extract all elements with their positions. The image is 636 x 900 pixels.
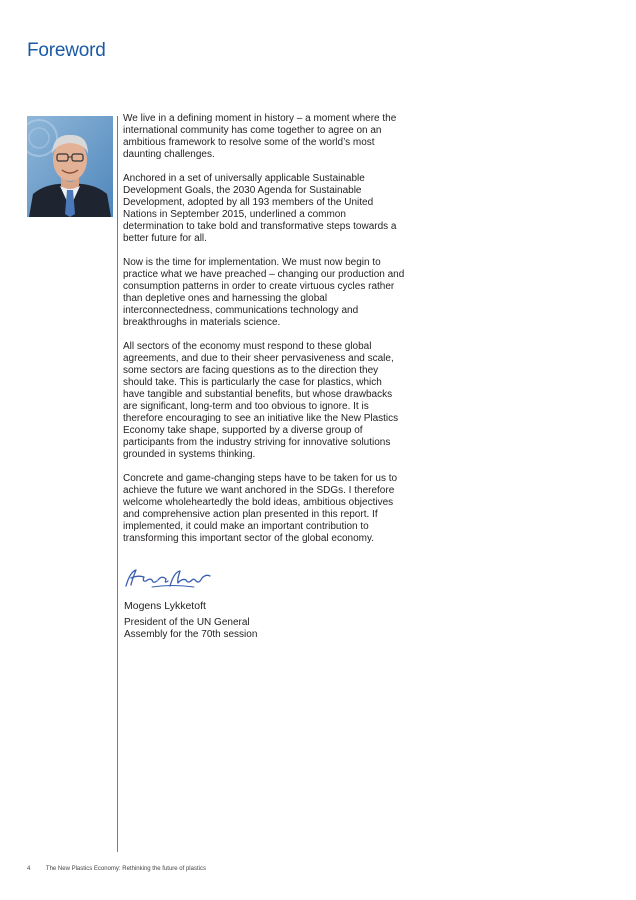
paragraph: Now is the time for implementation. We must now begin to practice what we have preached – changing our production and consumption patterns in order to create virtuous cycles rather than depletive ones and harnessing the global interconnectedness, communications technology and breakthroughs in materials science.: [123, 257, 405, 328]
page-title: Foreword: [27, 40, 106, 61]
signatory-name: Mogens Lykketoft: [124, 600, 206, 612]
author-portrait: [27, 116, 113, 217]
vertical-divider: [117, 116, 118, 852]
paragraph: Concrete and game-changing steps have to be taken for us to achieve the future we want anchored in the SDGs. I therefore welcome wholeheartedly the bold ideas, ambitious objectives and comprehensive action plan presented in this report. If implemented, it could make an important contribution to transforming this important sector of the global economy.: [123, 473, 398, 544]
publication-title: The New Plastics Economy: Rethinking the future of plastics: [45, 866, 206, 872]
portrait-image: [27, 116, 113, 217]
foreword-body: [123, 113, 405, 557]
signatory-role: President of the UN General Assembly for the 70th session: [124, 617, 258, 640]
paragraph: All sectors of the economy must respond to these global agreements, and due to their sheer pervasiveness and scale, some sectors are facing questions as to the direction they should take. This is particularly the case for plastics, which have tangible and substantial benefits, but whose drawbacks are significant, long-term and too obvious to ignore. It is therefore encouraging to see an initiative like the New Plastics Economy take shape, supported by a diverse group of participants from the industry striving for innovative solutions grounded in systems thinking.: [123, 341, 399, 460]
paragraph: Anchored in a set of universally applicable Sustainable Development Goals, the 2030 Agenda for Sustainable Development, adopted by all 193 members of the United Nations in September 2015, underlined a common determination to take bold and transformative steps towards a better future for all.: [123, 173, 397, 244]
page-footer: [27, 866, 206, 872]
page-number: 4: [27, 866, 31, 872]
paragraph: We live in a defining moment in history – a moment where the international community has come together to agree on an ambitious framework to resolve some of the world’s most daunting challenges.: [123, 113, 397, 160]
handwritten-signature: [122, 566, 214, 590]
